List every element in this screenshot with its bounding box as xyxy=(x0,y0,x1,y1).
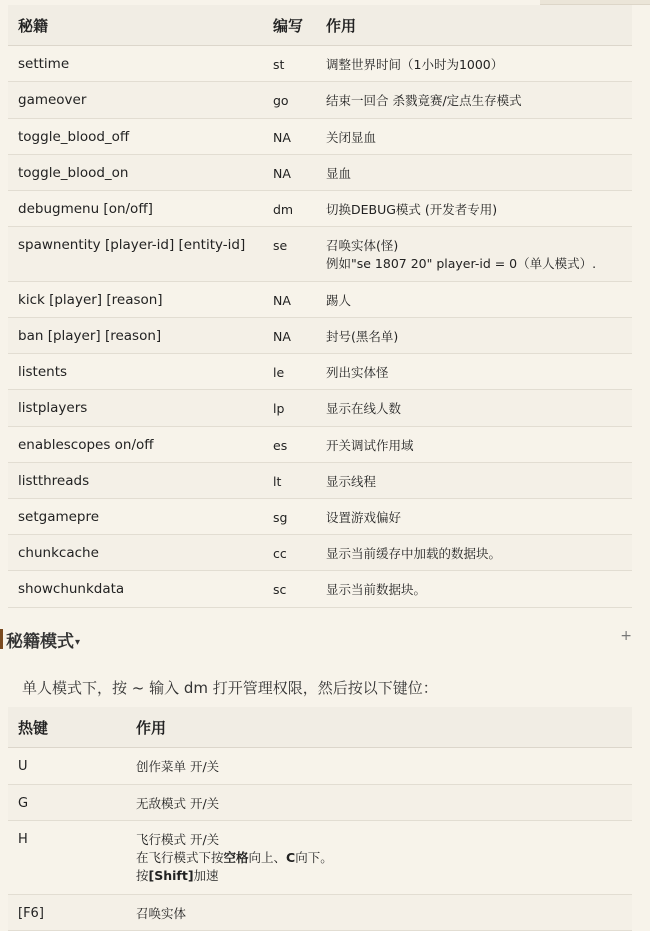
cheat-desc: 开关调试作用域 xyxy=(316,427,632,463)
table-row xyxy=(8,318,632,354)
hotkey-key: U xyxy=(8,748,126,785)
cheat-desc: 显示当前数据块。 xyxy=(316,571,632,608)
cheat-table xyxy=(8,5,632,608)
table-row xyxy=(8,571,632,608)
cheat-desc: 结束一回合 杀戮竟赛/定点生存模式 xyxy=(316,82,632,119)
intro-text: 单人模式下，按 ~ 输入 dm 打开管理权限，然后按以下键位： xyxy=(22,679,438,697)
hotkey-key: [F6] xyxy=(8,895,126,931)
cheat-table-header xyxy=(8,5,632,46)
table-row xyxy=(8,227,632,282)
table-row xyxy=(8,46,632,82)
table-row xyxy=(8,821,632,895)
cheat-command: debugmenu [on/off] xyxy=(8,191,263,227)
space-key: 空格 xyxy=(223,850,249,865)
cheat-command: showchunkdata xyxy=(8,571,263,608)
shift-key: [Shift] xyxy=(148,868,194,883)
section-title[interactable] xyxy=(6,627,80,652)
cheat-short: sc xyxy=(263,571,316,608)
table-row xyxy=(8,155,632,191)
cheat-command: listplayers xyxy=(8,390,263,427)
hotkey-table xyxy=(8,707,632,931)
cheat-short: NA xyxy=(263,318,316,354)
chevron-down-icon[interactable]: ▾ xyxy=(75,637,81,648)
cheat-command: enablescopes on/off xyxy=(8,427,263,463)
hotkey-desc: 飞行模式 开/关 xyxy=(136,832,220,847)
section-title-text: 秘籍模式 xyxy=(6,632,74,652)
cheat-desc: 召唤实体(怪) xyxy=(326,238,399,253)
hotkey-desc: 召唤实体 xyxy=(126,895,632,931)
cheat-desc: 踢人 xyxy=(316,282,632,318)
header-cheat: 秘籍 xyxy=(8,5,263,46)
hotkey-key: H xyxy=(8,821,126,895)
section-accent-bar xyxy=(0,629,3,649)
fly-text: 向下。 xyxy=(295,850,333,865)
cheat-desc: 关闭显血 xyxy=(316,119,632,155)
cheat-short: NA xyxy=(263,155,316,191)
cheat-desc: 显血 xyxy=(316,155,632,191)
header-short: 编写 xyxy=(263,5,316,46)
cheat-short: lt xyxy=(263,463,316,499)
cheat-short: lp xyxy=(263,390,316,427)
cheat-desc: 调整世界时间（1小时为1000） xyxy=(316,46,632,82)
cheat-command: setgamepre xyxy=(8,499,263,535)
table-row xyxy=(8,748,632,785)
table-row xyxy=(8,499,632,535)
c-key: C xyxy=(286,850,296,865)
cheat-desc: 列出实体怪 xyxy=(316,354,632,390)
cheat-command: listents xyxy=(8,354,263,390)
cheat-short: NA xyxy=(263,119,316,155)
section-heading xyxy=(0,624,650,654)
cheat-command: spawnentity [player-id] [entity-id] xyxy=(8,227,263,282)
cheat-short: go xyxy=(263,82,316,119)
fly-text: 在飞行模式下按 xyxy=(136,850,224,865)
cheat-desc: 显示线程 xyxy=(316,463,632,499)
cheat-command: ban [player] [reason] xyxy=(8,318,263,354)
header-effect: 作用 xyxy=(126,707,632,748)
table-row xyxy=(8,785,632,821)
hotkey-table-header xyxy=(8,707,632,748)
header-effect: 作用 xyxy=(316,5,632,46)
hotkey-desc: 无敌模式 开/关 xyxy=(126,785,632,821)
hotkey-key: G xyxy=(8,785,126,821)
cheat-short: le xyxy=(263,354,316,390)
table-row xyxy=(8,119,632,155)
boost-text: 按 xyxy=(136,868,149,883)
cheat-command: settime xyxy=(8,46,263,82)
table-row xyxy=(8,535,632,571)
table-row xyxy=(8,895,632,931)
cheat-short: cc xyxy=(263,535,316,571)
fly-instruction xyxy=(136,849,632,867)
header-hotkey: 热键 xyxy=(8,707,126,748)
cheat-desc: 显示在线人数 xyxy=(316,390,632,427)
cheat-desc: 切换DEBUG模式 (开发者专用) xyxy=(316,191,632,227)
table-row xyxy=(8,82,632,119)
cheat-desc: 显示当前缓存中加载的数据块。 xyxy=(316,535,632,571)
table-row xyxy=(8,191,632,227)
cheat-desc-cell xyxy=(316,227,632,282)
table-row xyxy=(8,390,632,427)
cheat-command: toggle_blood_off xyxy=(8,119,263,155)
cheat-command: gameover xyxy=(8,82,263,119)
fly-text: 向上、 xyxy=(248,850,287,865)
hotkey-desc-cell xyxy=(126,821,632,895)
cheat-command: toggle_blood_on xyxy=(8,155,263,191)
cheat-short: es xyxy=(263,427,316,463)
boost-instruction xyxy=(136,867,632,885)
table-row xyxy=(8,354,632,390)
cheat-command: chunkcache xyxy=(8,535,263,571)
cheat-short: se xyxy=(263,227,316,282)
cheat-desc: 封号(黑名单) xyxy=(316,318,632,354)
cheat-command: kick [player] [reason] xyxy=(8,282,263,318)
table-row xyxy=(8,282,632,318)
cheat-desc: 设置游戏偏好 xyxy=(316,499,632,535)
cheat-short: sg xyxy=(263,499,316,535)
table-row xyxy=(8,427,632,463)
cheat-short: st xyxy=(263,46,316,82)
boost-text: 加速 xyxy=(193,868,219,883)
table-row xyxy=(8,463,632,499)
cheat-desc-example: 例如"se 1807 20" player-id = 0（单人模式）. xyxy=(326,256,597,271)
cheat-short: NA xyxy=(263,282,316,318)
hotkey-desc: 创作菜单 开/关 xyxy=(126,748,632,785)
cheat-command: listthreads xyxy=(8,463,263,499)
cheat-short: dm xyxy=(263,191,316,227)
expand-plus-icon[interactable]: + xyxy=(620,628,632,644)
